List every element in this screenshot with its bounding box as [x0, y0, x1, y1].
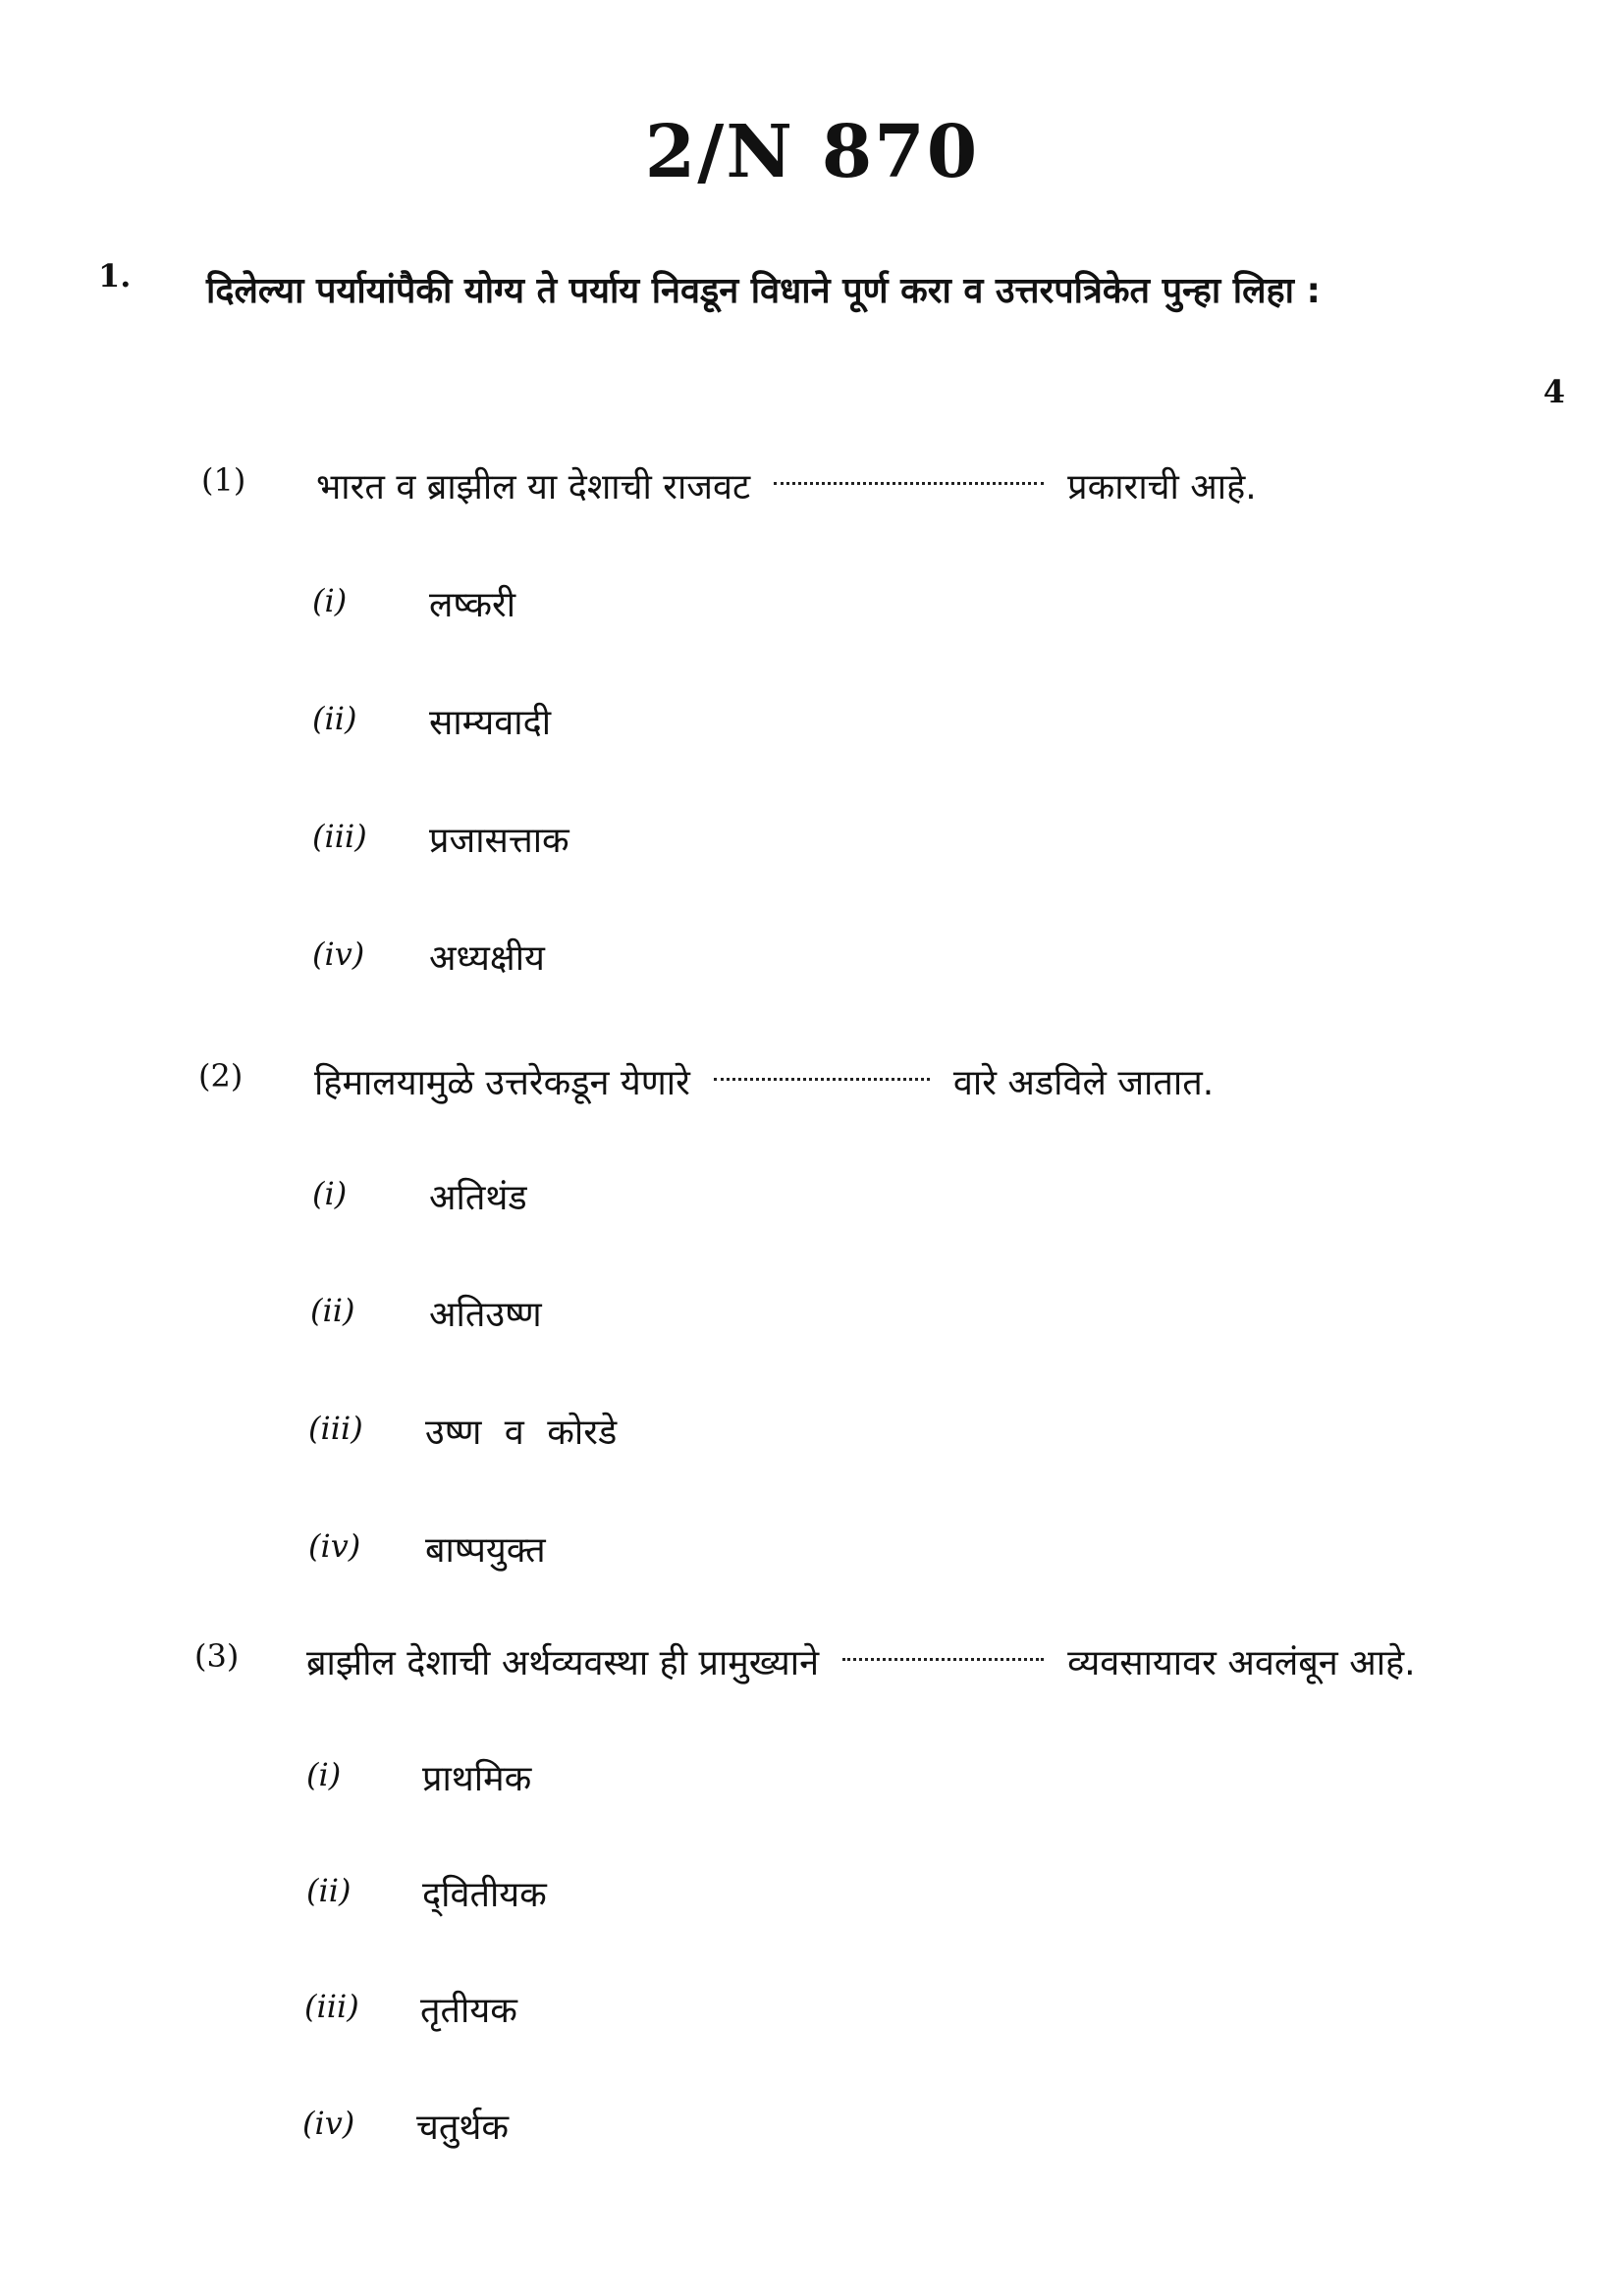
option-text: द्‌वितीयक — [422, 1875, 547, 1915]
option-label: (ii) — [310, 1292, 355, 1329]
option-label: (iv) — [302, 2105, 355, 2142]
stem-after: वारे अडविले जातात. — [952, 1063, 1215, 1103]
sub-question-number: (2) — [198, 1057, 244, 1095]
option-label: (i) — [312, 1175, 348, 1212]
option-text: उष्ण व कोरडे — [425, 1413, 618, 1453]
blank-dotted-line — [714, 1078, 930, 1081]
option-label: (ii) — [306, 1872, 352, 1909]
option-text: साम्यवादी — [429, 703, 552, 743]
stem-after: प्रकाराची आहे. — [1067, 467, 1257, 507]
stem-before: ब्राझील देशाची अर्थव्यवस्था ही प्रामुख्याने — [306, 1643, 820, 1683]
blank-dotted-line — [842, 1658, 1044, 1661]
option-text: बाष्पयुक्त — [425, 1530, 546, 1571]
sub-question-number: (1) — [201, 461, 246, 499]
sub-question-stem — [314, 1057, 1214, 1105]
option-label: (iii) — [312, 818, 367, 855]
stem-before: भारत व ब्राझील या देशाची राजवट — [316, 467, 751, 507]
blank-dotted-line — [774, 482, 1044, 485]
sub-question-stem — [316, 461, 1257, 509]
option-text: अतिथंड — [429, 1178, 527, 1218]
option-label: (ii) — [312, 700, 357, 737]
option-label: (i) — [306, 1756, 342, 1793]
option-text: तृतीयक — [420, 1991, 517, 2031]
question-number: 1. — [98, 257, 132, 294]
option-label: (iv) — [308, 1527, 361, 1565]
option-text: अध्यक्षीय — [429, 938, 545, 979]
question-marks: 4 — [1543, 373, 1565, 410]
stem-before: हिमालयामुळे उत्तरेकडून येणारे — [314, 1063, 690, 1103]
option-label: (iv) — [312, 935, 365, 973]
sub-question-number: (3) — [194, 1637, 240, 1675]
option-text: प्रजासत्ताक — [429, 821, 569, 861]
option-text: लष्करी — [429, 585, 516, 625]
sub-question-stem — [306, 1637, 1416, 1685]
option-label: (iii) — [308, 1410, 363, 1447]
option-text: अतिउष्ण — [429, 1295, 542, 1335]
option-text: प्राथमिक — [422, 1759, 532, 1799]
question-instruction: दिलेल्या पर्यायांपैकी योग्य ते पर्याय निवडून विधाने पूर्ण करा व उत्तरपत्रिकेत पुन्हा लिहा : — [206, 271, 1321, 311]
stem-after: व्यवसायावर अवलंबून आहे. — [1067, 1643, 1416, 1683]
paper-code: 2/N 870 — [644, 110, 980, 194]
option-label: (i) — [312, 582, 348, 619]
option-text: चतुर्थक — [416, 2108, 510, 2148]
option-label: (iii) — [304, 1988, 359, 2025]
